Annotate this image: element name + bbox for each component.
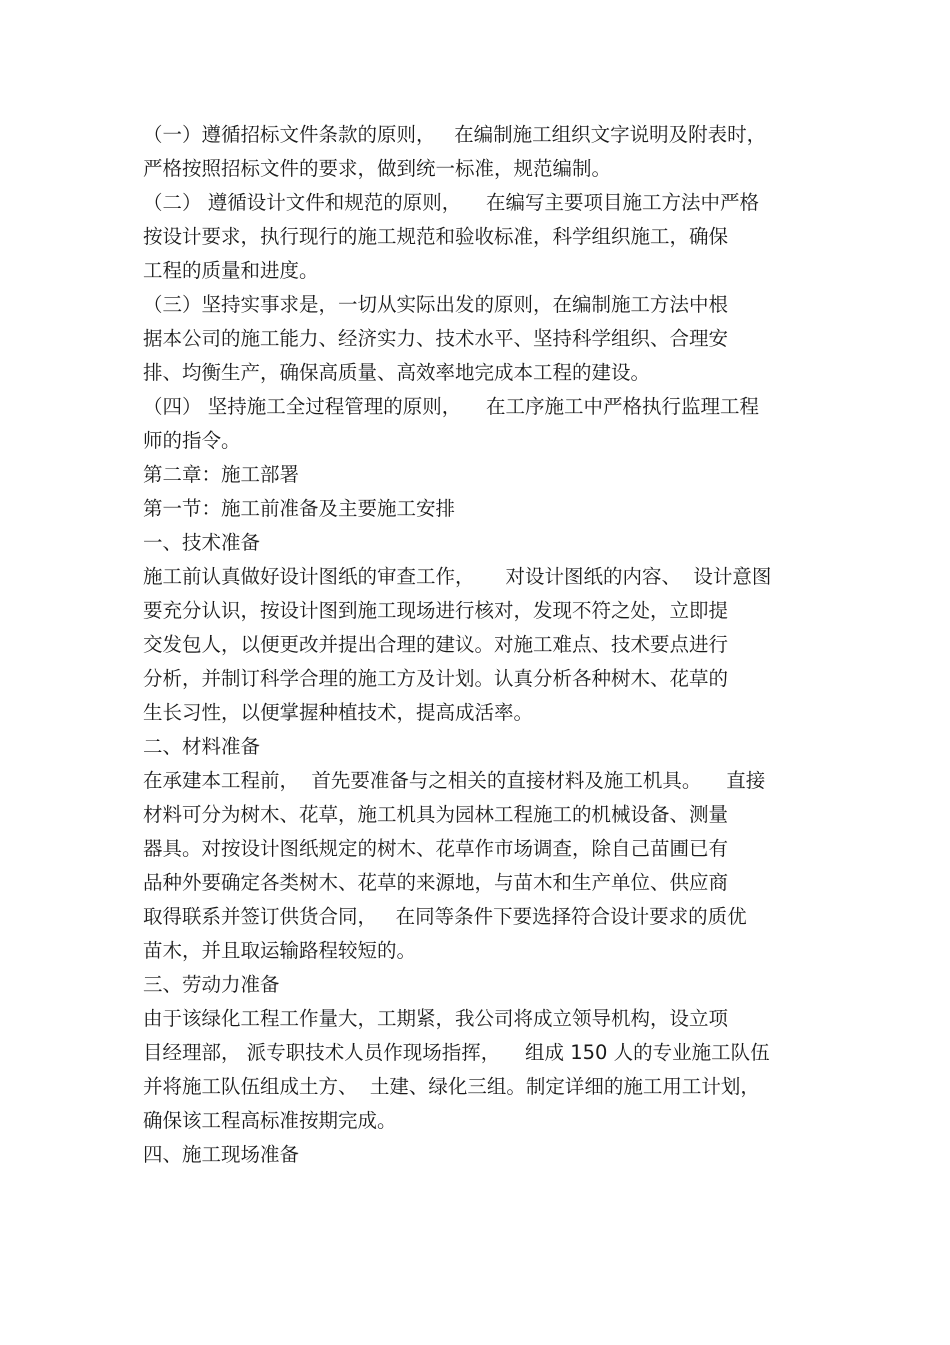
text-line: 并将施工队伍组成土方、 土建、绿化三组。制定详细的施工用工计划， <box>143 1075 760 1098</box>
text-line: 苗木，并且取运输路程较短的。 <box>143 939 417 962</box>
text-line: 材料可分为树木、花草，施工机具为园林工程施工的机械设备、测量 <box>143 803 729 826</box>
text-line: （四） 坚持施工全过程管理的原则， 在工序施工中严格执行监理工程 <box>143 395 759 418</box>
subsection-heading: 四、施工现场准备 <box>143 1143 300 1166</box>
chapter-heading: 第二章：施工部署 <box>143 463 300 486</box>
text-line: 工程的质量和进度。 <box>143 259 319 282</box>
text-line: 在承建本工程前， 首先要准备与之相关的直接材料及施工机具。 直接 <box>143 769 766 792</box>
text-line: （二） 遵循设计文件和规范的原则， 在编写主要项目施工方法中严格 <box>143 191 759 214</box>
section-heading: 第一节：施工前准备及主要施工安排 <box>143 497 456 520</box>
text-line: 目经理部， 派专职技术人员作现场指挥， 组成 150 人的专业施工队伍 <box>143 1041 770 1064</box>
text-line: 据本公司的施工能力、经济实力、技术水平、坚持科学组织、合理安 <box>143 327 729 350</box>
text-line: 交发包人，以便更改并提出合理的建议。对施工难点、技术要点进行 <box>143 633 729 656</box>
document-body <box>143 118 823 1172</box>
text-line: 由于该绿化工程工作量大，工期紧，我公司将成立领导机构，设立项 <box>143 1007 729 1030</box>
text-line: 按设计要求，执行现行的施工规范和验收标准，科学组织施工，确保 <box>143 225 729 248</box>
text-line: 取得联系并签订供货合同， 在同等条件下要选择符合设计要求的质优 <box>143 905 747 928</box>
text-line: 器具。对按设计图纸规定的树木、花草作市场调查，除自己苗圃已有 <box>143 837 729 860</box>
text-line: 排、均衡生产，确保高质量、高效率地完成本工程的建设。 <box>143 361 651 384</box>
text-line: 分析，并制订科学合理的施工方及计划。认真分析各种树木、花草的 <box>143 667 729 690</box>
text-line: 品种外要确定各类树木、花草的来源地，与苗木和生产单位、供应商 <box>143 871 729 894</box>
text-line: （一）遵循招标文件条款的原则， 在编制施工组织文字说明及附表时， <box>143 123 767 146</box>
text-line: 严格按照招标文件的要求，做到统一标准，规范编制。 <box>143 157 612 180</box>
text-line: （三）坚持实事求是，一切从实际出发的原则，在编制施工方法中根 <box>143 293 729 316</box>
subsection-heading: 一、技术准备 <box>143 531 261 554</box>
subsection-heading: 二、材料准备 <box>143 735 261 758</box>
text-line: 要充分认识，按设计图到施工现场进行核对，发现不符之处，立即提 <box>143 599 729 622</box>
text-line: 确保该工程高标准按期完成。 <box>143 1109 397 1132</box>
text-line: 施工前认真做好设计图纸的审查工作， 对设计图纸的内容、 设计意图 <box>143 565 772 588</box>
subsection-heading: 三、劳动力准备 <box>143 973 280 996</box>
text-line: 师的指令。 <box>143 429 241 452</box>
text-line: 生长习性，以便掌握种植技术，提高成活率。 <box>143 701 534 724</box>
